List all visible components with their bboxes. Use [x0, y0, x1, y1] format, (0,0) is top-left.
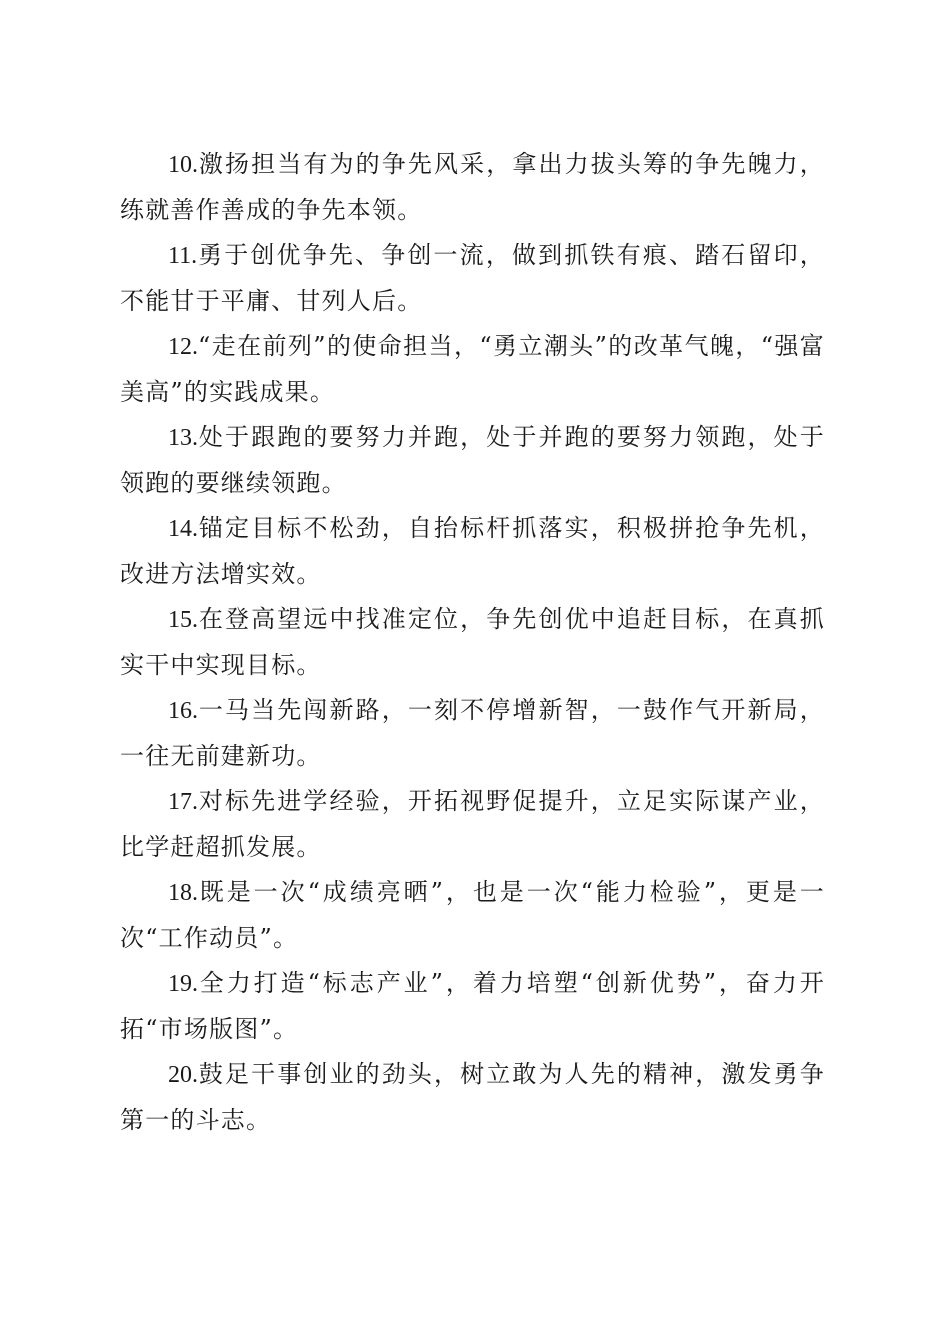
item-text: 处于跟跑的要努力并跑，处于并跑的要努力领跑，处于领跑的要继续领跑。 [120, 423, 825, 497]
item-text: 锚定目标不松劲，自抬标杆抓落实，积极拼抢争先机，改进方法增实效。 [120, 514, 825, 588]
item-text: 勇于创优争先、争创一流，做到抓铁有痕、踏石留印，不能甘于平庸、甘列人后。 [120, 241, 825, 315]
list-item-13 [120, 415, 825, 506]
list-item-18 [120, 870, 825, 961]
item-number: 20. [168, 1062, 198, 1088]
item-text: 对标先进学经验，开拓视野促提升，立足实际谋产业，比学赶超抓发展。 [120, 787, 825, 861]
item-text: 在登高望远中找准定位，争先创优中追赶目标，在真抓实干中实现目标。 [120, 605, 825, 679]
list-item-10 [120, 142, 825, 233]
item-text: 鼓足干事创业的劲头，树立敢为人先的精神，激发勇争第一的斗志。 [120, 1060, 825, 1134]
item-number: 18. [168, 880, 198, 906]
item-number: 11. [168, 243, 198, 269]
item-number: 15. [168, 607, 198, 633]
document-body [120, 142, 825, 1143]
item-number: 12. [168, 334, 198, 360]
item-text: 一马当先闯新路，一刻不停增新智，一鼓作气开新局，一往无前建新功。 [120, 696, 825, 770]
list-item-16 [120, 688, 825, 779]
item-text: 全力打造“标志产业”，着力培塑“创新优势”，奋力开拓“市场版图”。 [120, 969, 825, 1043]
item-number: 17. [168, 789, 198, 815]
item-number: 14. [168, 516, 198, 542]
list-item-19 [120, 961, 825, 1052]
item-text: 既是一次“成绩亮晒”，也是一次“能力检验”，更是一次“工作动员”。 [120, 878, 825, 952]
item-number: 16. [168, 698, 198, 724]
list-item-15 [120, 597, 825, 688]
list-item-12 [120, 324, 825, 415]
item-number: 13. [168, 425, 198, 451]
item-number: 19. [168, 971, 198, 997]
list-item-14 [120, 506, 825, 597]
list-item-17 [120, 779, 825, 870]
item-text: 激扬担当有为的争先风采，拿出力拔头筹的争先魄力，练就善作善成的争先本领。 [120, 150, 825, 224]
list-item-11 [120, 233, 825, 324]
item-text: “走在前列”的使命担当，“勇立潮头”的改革气魄，“强富美高”的实践成果。 [120, 332, 825, 406]
list-item-20 [120, 1052, 825, 1143]
item-number: 10. [168, 152, 198, 178]
